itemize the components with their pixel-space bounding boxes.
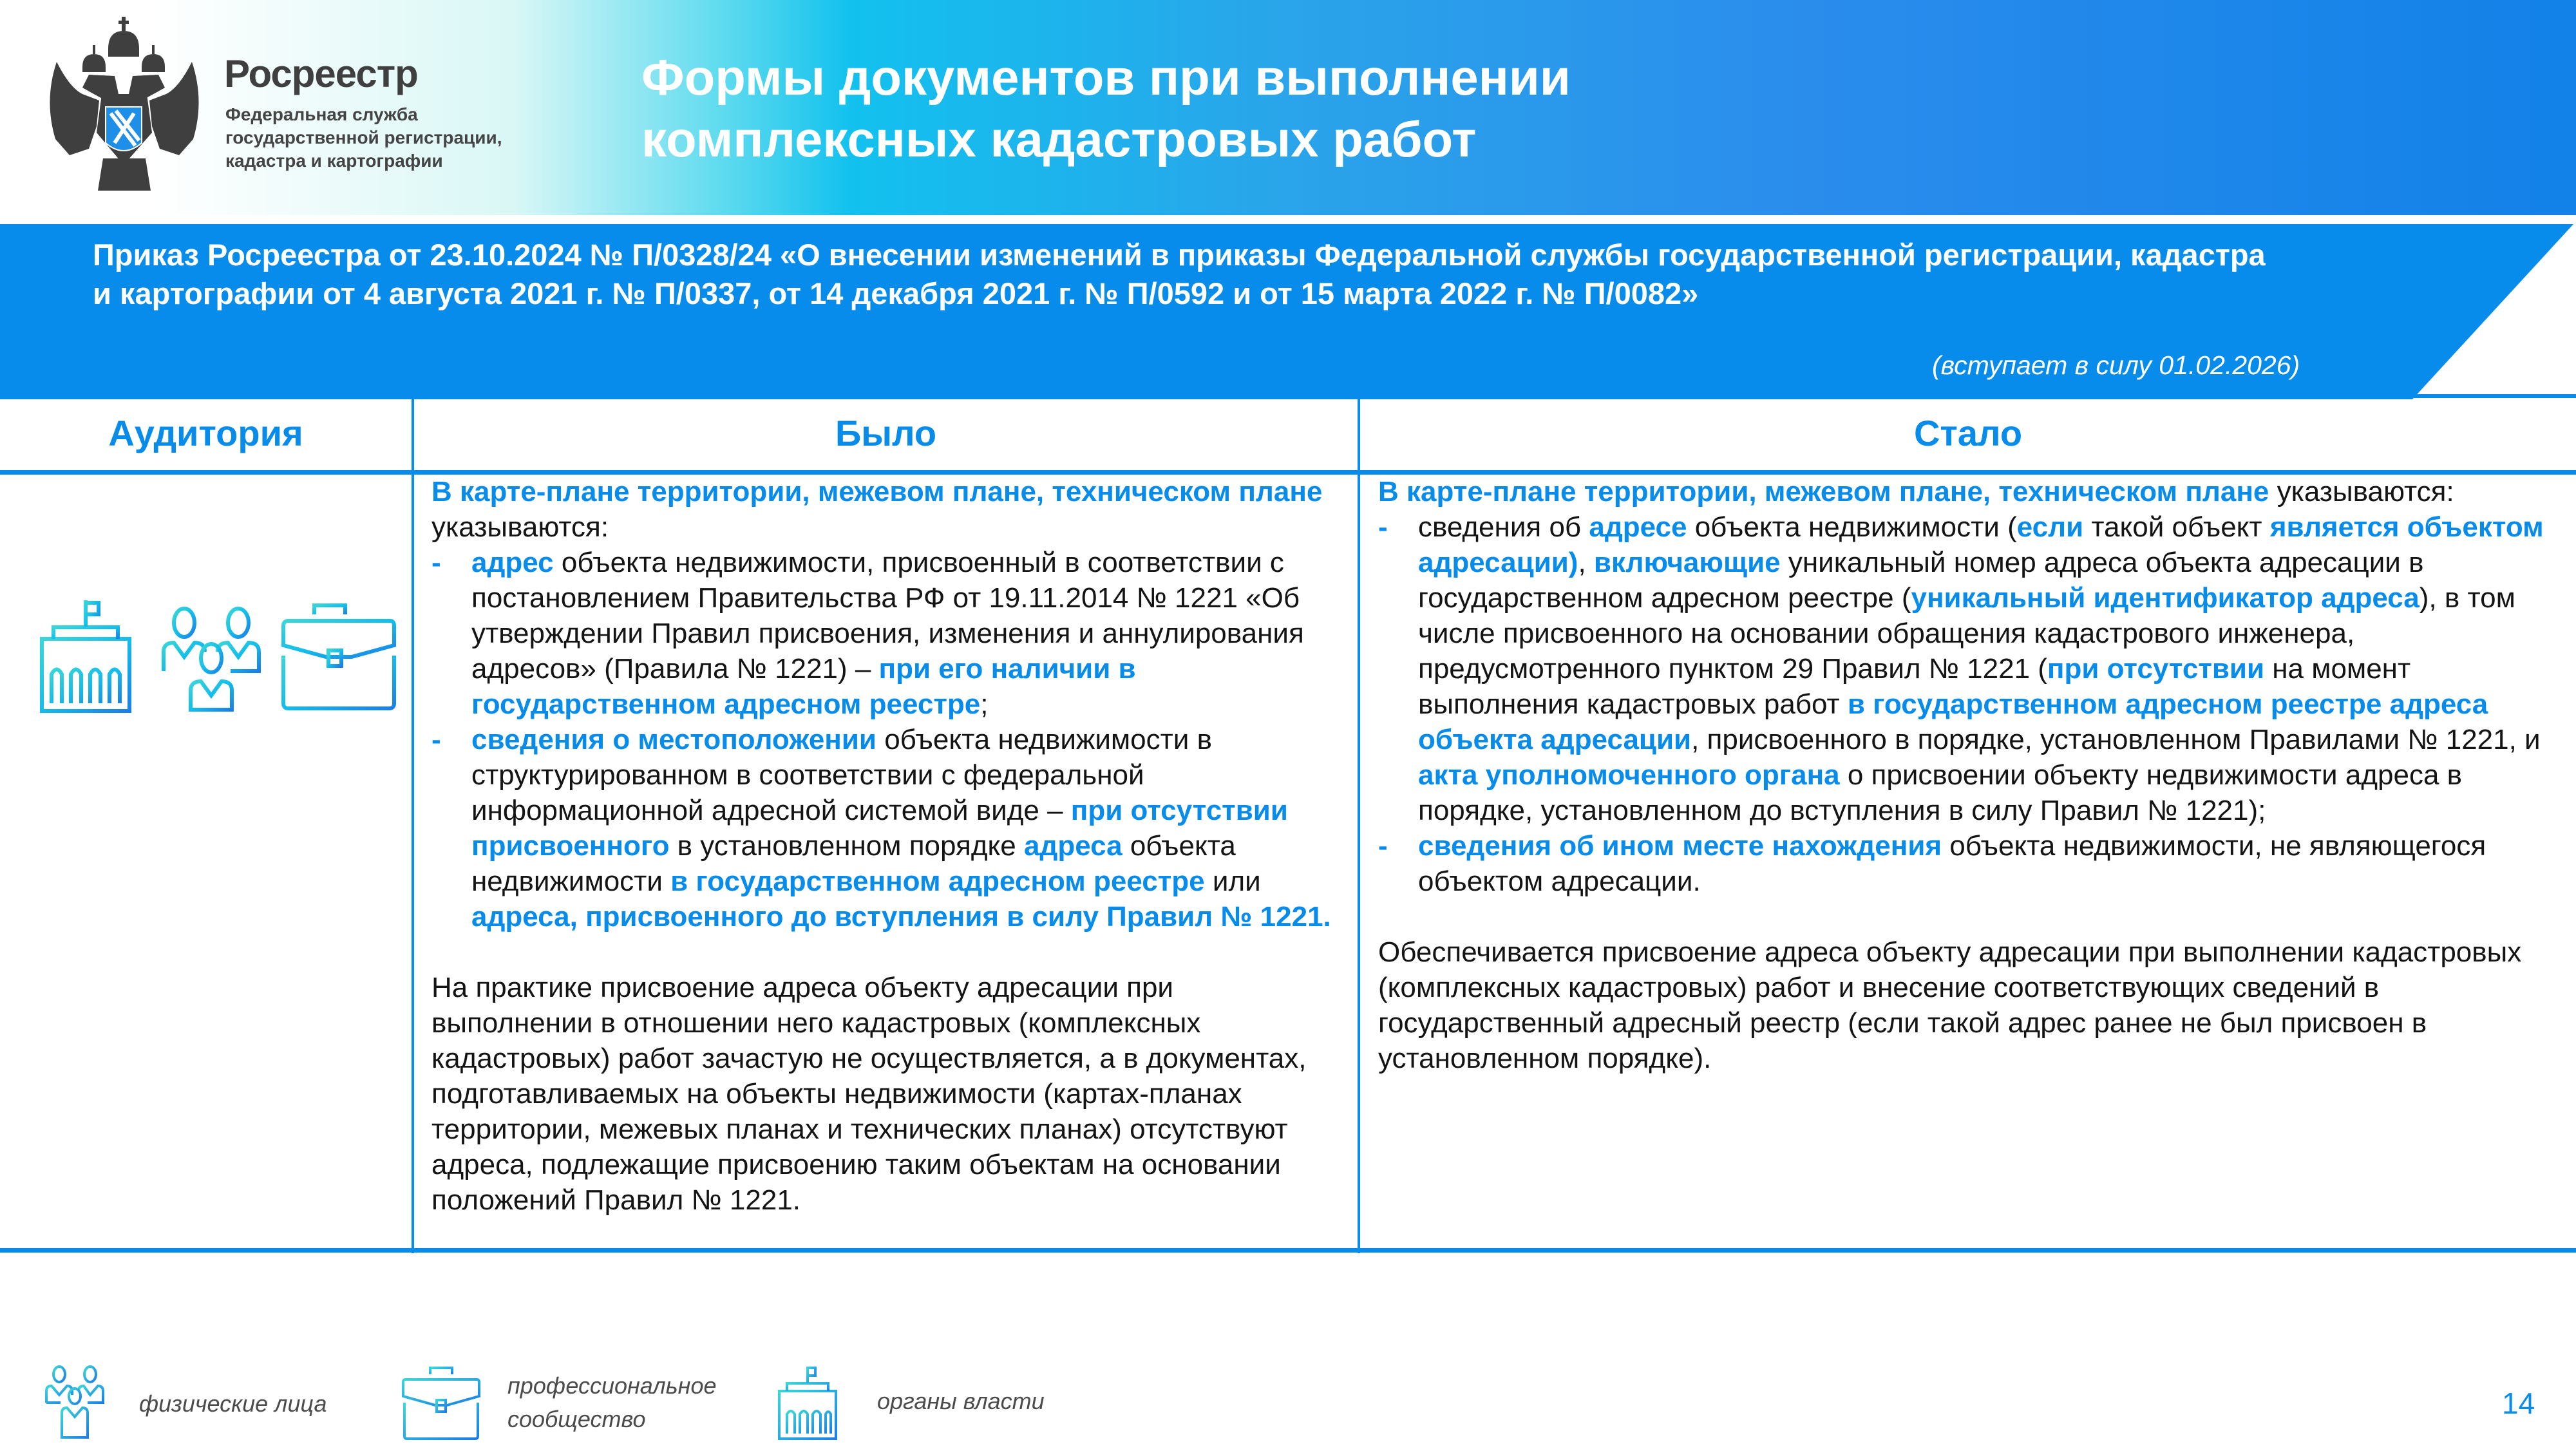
- before-list-item-text: [471, 547, 1304, 720]
- people-group-icon: [43, 1365, 113, 1441]
- legend-label: органы власти: [877, 1388, 1045, 1414]
- legend-label: профессиональное сообщество: [507, 1372, 717, 1432]
- plain-text: ), в том числе присвоенного на основании обращения кадастрового инженера, предусмотренного пунктом 29 Правил № 1221 (: [1418, 582, 2515, 685]
- plain-text: объекта недвижимости, не являющегося объектом адресации.: [1418, 830, 2486, 897]
- plain-text: такой объект: [2083, 511, 2270, 543]
- after-cell: [1378, 474, 2563, 1076]
- before-list-item-text: [471, 724, 1331, 933]
- effective-date-note: (вступает в силу 01.02.2026): [1932, 350, 2300, 380]
- list-dash: -: [431, 724, 441, 755]
- highlighted-text: адреса, присвоенного до вступления в силу Правил № 1221.: [471, 901, 1331, 933]
- page-title-line: комплексных кадастровых работ: [641, 111, 1477, 167]
- legend-label: физические лица: [139, 1390, 327, 1417]
- highlighted-text: адреса: [1023, 830, 1122, 862]
- plain-text: объекта недвижимости: [471, 830, 1236, 897]
- list-dash: -: [431, 547, 441, 578]
- plain-text: уникальный номер адреса объекта адресации в государственном адресном реестре (: [1418, 547, 2424, 614]
- legend-item-authorities: [777, 1365, 1086, 1441]
- before-intro: [431, 474, 1340, 545]
- brand-subtitle-line: Федеральная служба: [225, 104, 418, 124]
- brand-name: Росреестр: [224, 52, 418, 95]
- highlighted-text: адрес: [471, 547, 554, 578]
- plain-text: ,: [1578, 547, 1594, 578]
- plain-text: объекта недвижимости (: [1687, 511, 2017, 543]
- after-list-item: [1378, 828, 2563, 899]
- order-title: [93, 236, 2424, 313]
- column-header-after: Стало: [1913, 413, 2023, 453]
- brand-subtitle-line: кадастра и картографии: [225, 151, 443, 171]
- highlighted-text: включающие: [1593, 547, 1781, 578]
- brand-subtitle-line: государственной регистрации,: [225, 128, 502, 147]
- highlighted-text: сведения об ином месте нахождения: [1418, 830, 1942, 862]
- after-list-item-text: [1418, 830, 2486, 897]
- legend-item-individuals: [43, 1365, 377, 1441]
- highlighted-text: в государственном адресном реестре адреса объекта адресации: [1418, 688, 2488, 755]
- column-divider: [412, 399, 414, 1253]
- column-divider: [1358, 399, 1360, 1253]
- order-title-line: Приказ Росреестра от 23.10.2024 № П/0328/24 «О внесении изменений в приказы Федеральной службы государственной регистрации, кадастра: [93, 238, 2266, 272]
- page-title-line: Формы документов при выполнении: [641, 49, 1571, 106]
- plain-text: в установленном порядке: [669, 830, 1024, 862]
- highlighted-text: в государственном адресном реестре: [670, 866, 1205, 897]
- highlighted-text: если: [2016, 511, 2084, 543]
- plain-text: объекта недвижимости, присвоенный в соответствии с постановлением Правительства РФ от 19.11.2014 № 1221 «Об утверждении Правил присвоения, изменения и аннулирования адресов» (Правила № 1221) –: [471, 547, 1304, 685]
- after-list-item-text: [1418, 511, 2544, 826]
- plain-text: объекта недвижимости в структурированном в соответствии с федеральной информационной адресной системой виде –: [471, 724, 1212, 826]
- highlighted-text: является объектом адресации): [1418, 511, 2544, 578]
- briefcase-icon: [401, 1365, 482, 1441]
- highlighted-text: уникальный идентификатор адреса: [1911, 582, 2420, 614]
- after-intro-highlight: В карте-плане территории, межевом плане, техническом плане: [1378, 476, 2269, 507]
- before-note: На практике присвоение адреса объекту адресации при выполнении в отношении него кадастровых (комплексных кадастровых) работ зачастую не осуществляется, а в документах, подготавливаемых на объекты недвижимости (картах-планах территории, межевых планах и технических планах) отсутствуют адреса, подлежащие присвоению таким объектам на основании положений Правил № 1221.: [431, 972, 1307, 1216]
- page-title: [641, 46, 1929, 170]
- before-intro-rest: указываются:: [431, 511, 609, 543]
- plain-text: , присвоенного в порядке, установленном Правилами № 1221, и: [1691, 724, 2541, 755]
- comparison-table: [0, 399, 2576, 1251]
- page-number: 14: [2502, 1387, 2535, 1420]
- plain-text: на момент выполнения кадастровых работ: [1418, 653, 2411, 720]
- audience-icons: [37, 600, 398, 716]
- after-intro-rest: указываются:: [2269, 476, 2454, 507]
- highlighted-text: сведения о местоположении: [471, 724, 876, 755]
- after-note: Обеспечивается присвоение адреса объекту адресации при выполнении кадастровых (комплексных кадастровых) работ и внесение соответствующих сведений в государственный адресный реестр (если такой адрес ранее не был присвоен в установленном порядке).: [1378, 936, 2522, 1074]
- legend-item-professional-community: [401, 1365, 761, 1441]
- order-title-line: и картографии от 4 августа 2021 г. № П/0337, от 14 декабря 2021 г. № П/0592 и от 15 марта 2022 г. № П/0082»: [93, 276, 1699, 310]
- list-dash: -: [1378, 830, 1388, 862]
- after-list-item: [1378, 509, 2563, 828]
- brand-subtitle: [225, 103, 560, 173]
- before-list-item: [431, 722, 1340, 934]
- highlighted-text: акта уполномоченного органа: [1418, 759, 1840, 791]
- plain-text: сведения об: [1418, 511, 1589, 543]
- column-header-before: Было: [835, 413, 937, 453]
- plain-text: о присвоении объекту недвижимости адреса в порядке, установленном до вступления в силу Правил № 1221);: [1418, 759, 2463, 826]
- before-list-item: [431, 545, 1340, 722]
- after-intro: [1378, 474, 2563, 509]
- briefcase-icon: [283, 605, 394, 708]
- highlighted-text: при его наличии в государственном адресном реестре: [471, 653, 1136, 720]
- rosreestr-emblem-logo: [44, 17, 205, 197]
- highlighted-text: адресе: [1589, 511, 1687, 543]
- before-intro-highlight: В карте-плане территории, межевом плане, техническом плане: [431, 476, 1323, 507]
- highlighted-text: при отсутствии: [2047, 653, 2265, 685]
- order-band: [0, 224, 2576, 399]
- people-group-icon: [164, 609, 259, 710]
- header-banner: [0, 0, 2576, 215]
- plain-text: или: [1204, 866, 1261, 897]
- before-cell: [431, 474, 1340, 1218]
- highlighted-text: при отсутствии присвоенного: [471, 795, 1288, 862]
- table-bottom-border: [0, 1248, 2576, 1253]
- government-building-icon: [777, 1365, 838, 1441]
- list-dash: -: [1378, 511, 1388, 543]
- plain-text: ;: [980, 688, 989, 720]
- government-building-icon: [42, 600, 129, 711]
- column-header-audience: Аудитория: [108, 413, 303, 453]
